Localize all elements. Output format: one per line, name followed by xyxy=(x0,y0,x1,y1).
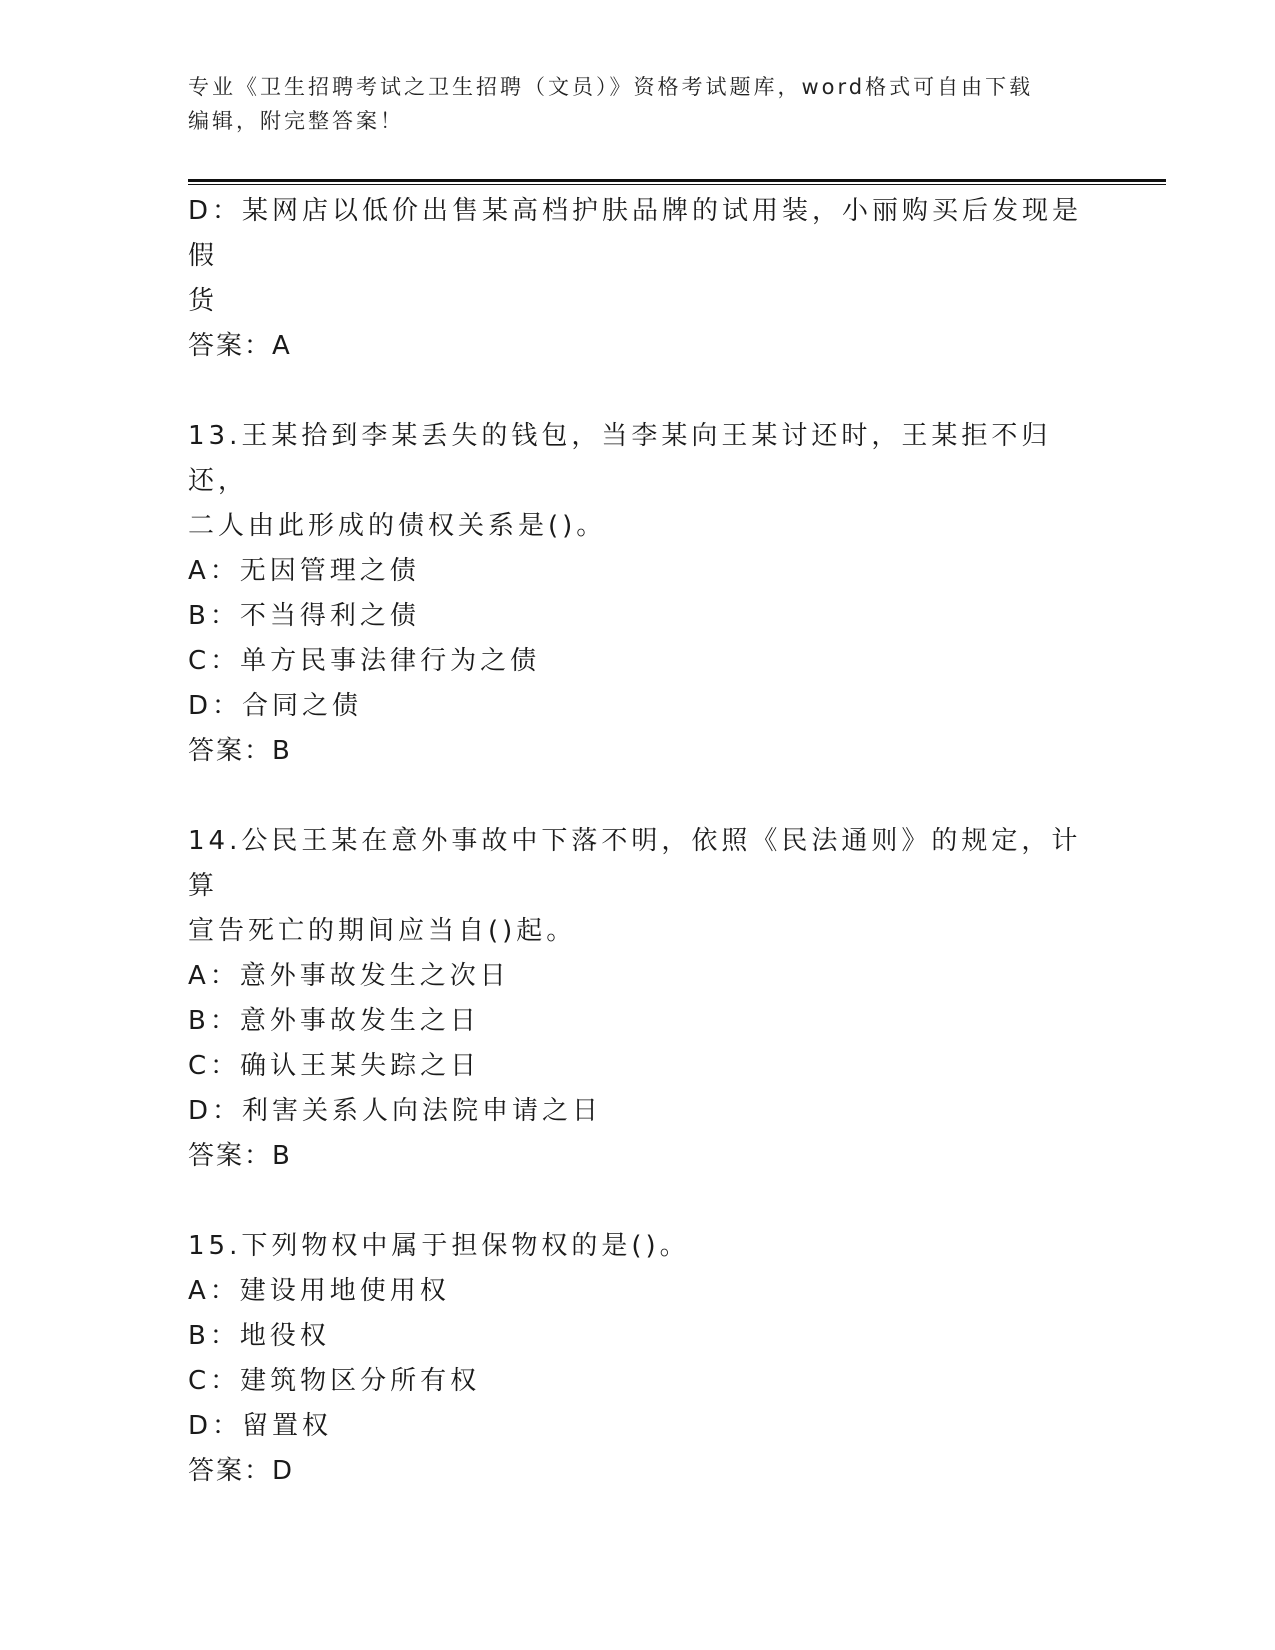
answer: 答案：B xyxy=(188,736,292,766)
spacer xyxy=(188,774,1088,819)
question-12-tail xyxy=(188,189,1088,369)
option-b: B：不当得利之债 xyxy=(188,601,420,631)
option-a: A：无因管理之债 xyxy=(188,556,420,586)
spacer xyxy=(188,1179,1088,1224)
question-14 xyxy=(188,819,1088,1179)
answer: 答案：B xyxy=(188,1141,292,1171)
answer: 答案：A xyxy=(188,331,292,361)
option-d: D：利害关系人向法院申请之日 xyxy=(188,1096,603,1126)
question-stem: 13.王某拾到李某丢失的钱包，当李某向王某讨还时，王某拒不归还， xyxy=(188,421,1052,496)
option-d-continued: 货 xyxy=(188,286,219,316)
header-rule-thick xyxy=(188,179,1166,182)
option-c: C：确认王某失踪之日 xyxy=(188,1051,481,1081)
header-line-2: 编辑，附完整答案！ xyxy=(188,109,404,133)
option-b: B：意外事故发生之日 xyxy=(188,1006,480,1036)
question-stem: 15.下列物权中属于担保物权的是()。 xyxy=(188,1231,690,1261)
option-d: D：合同之债 xyxy=(188,691,363,721)
option-d: D：某网店以低价出售某高档护肤品牌的试用装，小丽购买后发现是假 xyxy=(188,196,1083,271)
option-c: C：单方民事法律行为之债 xyxy=(188,646,541,676)
header-rule-thin xyxy=(188,184,1166,185)
question-13 xyxy=(188,414,1088,774)
option-c: C：建筑物区分所有权 xyxy=(188,1366,481,1396)
spacer xyxy=(188,369,1088,414)
document-header xyxy=(188,70,1088,138)
answer: 答案：D xyxy=(188,1456,295,1486)
option-a: A：意外事故发生之次日 xyxy=(188,961,510,991)
question-stem-continued: 二人由此形成的债权关系是()。 xyxy=(188,511,607,541)
question-15 xyxy=(188,1224,1088,1494)
option-d: D：留置权 xyxy=(188,1411,333,1441)
question-stem-continued: 宣告死亡的期间应当自()起。 xyxy=(188,916,577,946)
question-stem: 14.公民王某在意外事故中下落不明，依照《民法通则》的规定，计算 xyxy=(188,826,1082,901)
option-a: A：建设用地使用权 xyxy=(188,1276,450,1306)
header-line-1: 专业《卫生招聘考试之卫生招聘（文员）》资格考试题库，word格式可自由下载 xyxy=(188,75,1034,99)
question-list xyxy=(188,189,1088,1494)
option-b: B：地役权 xyxy=(188,1321,330,1351)
